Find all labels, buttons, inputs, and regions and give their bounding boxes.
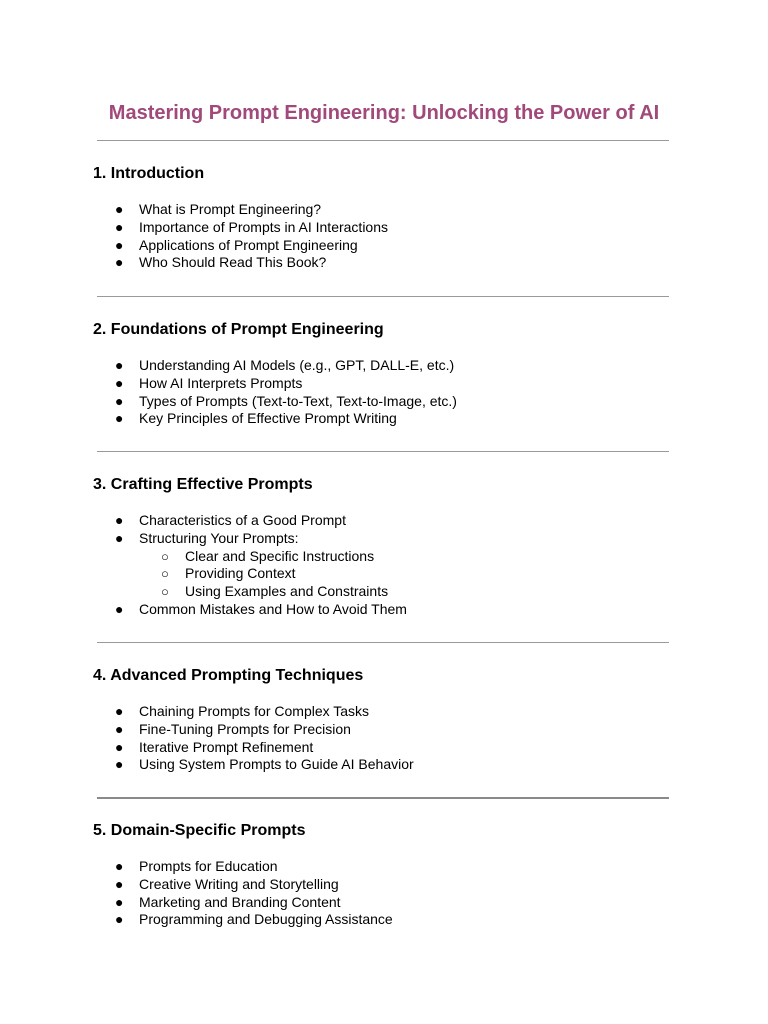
list-item-text: Using Examples and Constraints [185, 583, 389, 600]
list-item-text: Providing Context [185, 565, 296, 582]
bullet-icon: ● [115, 720, 124, 737]
bullet-icon: ● [115, 357, 124, 373]
list-item [93, 393, 693, 411]
bullet-icon: ● [115, 756, 124, 773]
section-introduction [93, 164, 693, 272]
bullet-list [93, 357, 693, 428]
bullet-icon: ● [115, 858, 124, 874]
bullet-list [93, 512, 693, 619]
bullet-icon: ● [115, 236, 124, 253]
list-item-text: Common Mistakes and How to Avoid Them [139, 600, 407, 617]
bullet-icon: ● [115, 512, 124, 528]
list-item-text: Types of Prompts (Text-to-Text, Text-to-Image, etc.) [139, 392, 457, 409]
list-item-text: Key Principles of Effective Prompt Writing [139, 410, 397, 427]
bullet-icon: ● [115, 893, 124, 910]
divider [97, 642, 669, 643]
list-item [93, 410, 693, 428]
section-heading: 2. Foundations of Prompt Engineering [93, 321, 384, 338]
list-item-text: Using System Prompts to Guide AI Behavior [139, 756, 414, 773]
bullet-list [93, 858, 693, 929]
section-heading: 3. Crafting Effective Prompts [93, 476, 313, 493]
sub-list-item [93, 548, 693, 566]
list-item [93, 739, 693, 757]
list-item [93, 601, 693, 619]
divider [97, 296, 669, 297]
list-item [93, 894, 693, 912]
list-item [93, 375, 693, 393]
list-item-text: Understanding AI Models (e.g., GPT, DALL-E, etc.) [139, 357, 455, 373]
bullet-icon: ● [115, 600, 124, 617]
list-item [93, 357, 693, 375]
section-heading: 5. Domain-Specific Prompts [93, 822, 306, 839]
document-title: Mastering Prompt Engineering: Unlocking the Power of AI [108, 102, 660, 124]
list-item [93, 911, 693, 929]
list-item-text: Clear and Specific Instructions [185, 547, 375, 564]
section-foundations [93, 320, 693, 428]
bullet-icon: ● [115, 218, 124, 235]
list-item-text: Chaining Prompts for Complex Tasks [139, 703, 370, 719]
sub-list-item [93, 583, 693, 601]
hollow-bullet-icon: ○ [161, 584, 169, 600]
bullet-icon: ● [115, 875, 124, 892]
list-item-text: What is Prompt Engineering? [139, 201, 322, 217]
list-item-text: Applications of Prompt Engineering [139, 236, 358, 253]
list-item [93, 219, 693, 237]
bullet-icon: ● [115, 392, 124, 409]
list-item [93, 858, 693, 876]
section-heading: 4. Advanced Prompting Techniques [93, 667, 364, 684]
list-item-text: Importance of Prompts in AI Interactions [139, 218, 389, 235]
list-item [93, 703, 693, 721]
hollow-bullet-icon: ○ [161, 548, 169, 564]
bullet-icon: ● [115, 529, 124, 546]
list-item-text: Iterative Prompt Refinement [139, 738, 314, 755]
list-item-text: Characteristics of a Good Prompt [139, 512, 346, 528]
list-item [93, 756, 693, 774]
bullet-icon: ● [115, 410, 124, 427]
list-item-text: Creative Writing and Storytelling [139, 875, 339, 892]
divider [97, 140, 669, 141]
hollow-bullet-icon: ○ [161, 566, 169, 582]
list-item-text: Marketing and Branding Content [139, 893, 341, 910]
list-item-text: Fine-Tuning Prompts for Precision [139, 720, 351, 737]
bullet-icon: ● [115, 738, 124, 755]
section-advanced [93, 666, 693, 774]
section-heading: 1. Introduction [93, 165, 205, 182]
bullet-list [93, 703, 693, 774]
bullet-icon: ● [115, 703, 124, 719]
list-item [93, 201, 693, 219]
list-item-text: How AI Interprets Prompts [139, 374, 303, 391]
bullet-icon: ● [115, 254, 124, 271]
list-item-text: Structuring Your Prompts: [139, 529, 299, 546]
list-item [93, 721, 693, 739]
bullet-list [93, 201, 693, 272]
list-item [93, 512, 693, 530]
list-item [93, 876, 693, 894]
list-item [93, 530, 693, 601]
bullet-icon: ● [115, 911, 124, 928]
list-item-text: Programming and Debugging Assistance [139, 911, 393, 928]
section-domain-specific [93, 821, 693, 929]
list-item [93, 237, 693, 255]
sub-list-item [93, 565, 693, 583]
section-crafting [93, 475, 693, 619]
bullet-icon: ● [115, 374, 124, 391]
divider [97, 797, 669, 799]
bullet-icon: ● [115, 201, 124, 217]
list-item-text: Prompts for Education [139, 858, 278, 874]
divider [97, 451, 669, 452]
list-item [93, 254, 693, 272]
list-item-text: Who Should Read This Book? [139, 254, 327, 271]
sub-bullet-list [139, 548, 693, 601]
